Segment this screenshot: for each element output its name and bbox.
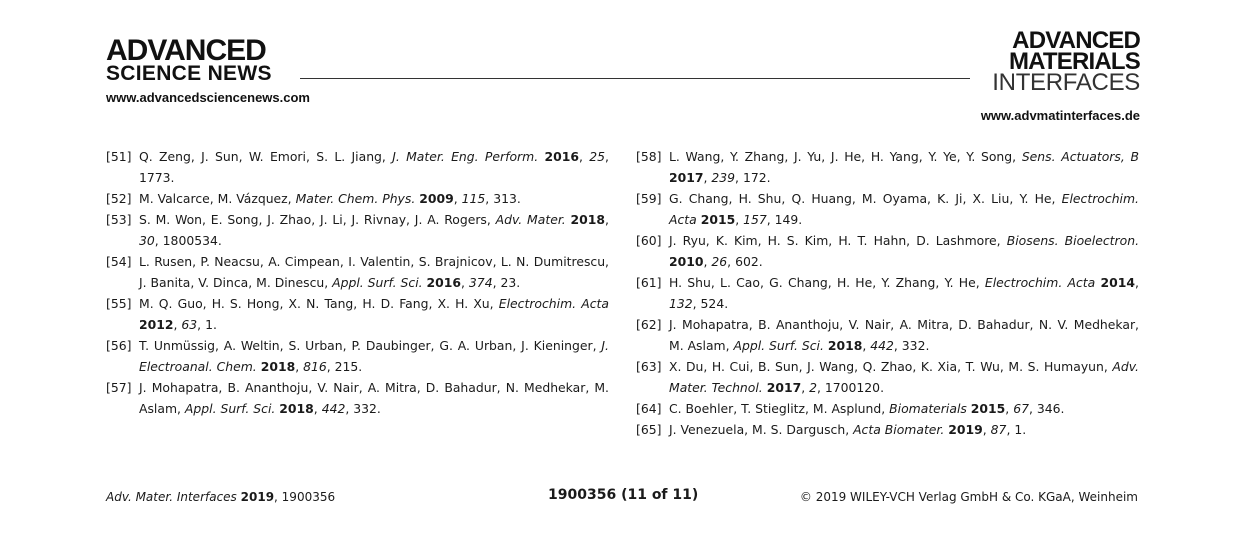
reference-volume: 442 <box>321 401 346 416</box>
reference-authors: J. Ryu, K. Kim, H. S. Kim, H. T. Hahn, D. Lashmore, <box>669 233 1007 248</box>
reference-number: [53] <box>106 212 132 227</box>
reference-authors: M. Valcarce, M. Vázquez, <box>139 191 296 206</box>
reference-authors: M. Q. Guo, H. S. Hong, X. N. Tang, H. D. Fang, X. H. Xu, <box>139 296 499 311</box>
reference-pages: 1773 <box>139 170 171 185</box>
reference-entry: [64] C. Boehler, T. Stieglitz, M. Asplund, Biomaterials 2015, 67, 346. <box>636 398 1139 419</box>
journal-logo-line3: INTERFACES <box>992 69 1140 96</box>
reference-year: 2014 <box>1100 275 1136 290</box>
reference-authors: X. Du, H. Cui, B. Sun, J. Wang, Q. Zhao, K. Xia, T. Wu, M. S. Humayun, <box>669 359 1113 374</box>
reference-journal: Acta Biomater. <box>853 422 945 437</box>
reference-entry: [57] J. Mohapatra, B. Ananthoju, V. Nair, A. Mitra, D. Bahadur, N. Medhekar, M. Aslam, Appl. Surf. Sci. 2018, 442, 332. <box>106 377 609 419</box>
reference-journal: Adv. Mater. <box>495 212 566 227</box>
reference-year: 2017 <box>766 380 802 395</box>
reference-number: [65] <box>636 422 662 437</box>
reference-year: 2015 <box>970 401 1006 416</box>
reference-year: 2018 <box>827 338 863 353</box>
reference-year: 2010 <box>669 254 704 269</box>
reference-volume: 25 <box>589 149 606 164</box>
reference-number: [60] <box>636 233 662 248</box>
reference-journal: Electrochim. Acta <box>984 275 1096 290</box>
reference-authors: S. M. Won, E. Song, J. Zhao, J. Li, J. Rivnay, J. A. Rogers, <box>139 212 496 227</box>
reference-entry: [55] M. Q. Guo, H. S. Hong, X. N. Tang, H. D. Fang, X. H. Xu, Electrochim. Acta 2012, 63, 1. <box>106 293 609 335</box>
reference-volume: 132 <box>669 296 693 311</box>
reference-pages: 23 <box>500 275 517 290</box>
reference-year: 2018 <box>570 212 606 227</box>
reference-authors: J. Venezuela, M. S. Dargusch, <box>669 422 854 437</box>
reference-authors: T. Unmüssig, A. Weltin, S. Urban, P. Daubinger, G. A. Urban, J. Kieninger, <box>139 338 602 353</box>
reference-pages: 332 <box>353 401 377 416</box>
reference-entry: [62] J. Mohapatra, B. Ananthoju, V. Nair, A. Mitra, D. Bahadur, N. V. Medhekar, M. Aslam, Appl. Surf. Sci. 2018, 442, 332. <box>636 314 1139 356</box>
reference-pages: 332 <box>901 338 926 353</box>
reference-volume: 239 <box>711 170 736 185</box>
reference-number: [56] <box>106 338 132 353</box>
reference-pages: 313 <box>493 191 517 206</box>
reference-year: 2012 <box>139 317 174 332</box>
reference-volume: 816 <box>303 359 327 374</box>
reference-authors: G. Chang, H. Shu, Q. Huang, M. Oyama, K. Ji, X. Liu, Y. He, <box>669 191 1062 206</box>
reference-pages: 149 <box>774 212 799 227</box>
reference-volume: 26 <box>711 254 728 269</box>
page-number: 1900356 (11 of 11) <box>548 487 699 503</box>
journal-logo-line2: MATERIALS <box>1008 48 1140 75</box>
reference-entry: [63] X. Du, H. Cui, B. Sun, J. Wang, Q. Zhao, K. Xia, T. Wu, M. S. Humayun, Adv. Mater. Technol. 2017, 2, 1700120. <box>636 356 1139 398</box>
reference-journal: Biosens. Bioelectron. <box>1006 233 1140 248</box>
reference-number: [51] <box>106 149 132 164</box>
reference-volume: 442 <box>870 338 894 353</box>
reference-pages: 346 <box>1036 401 1061 416</box>
reference-year: 2009 <box>419 191 454 206</box>
reference-entry: [51] Q. Zeng, J. Sun, W. Emori, S. L. Jiang, J. Mater. Eng. Perform. 2016, 25, 1773. <box>106 146 609 188</box>
footer-year: 2019 <box>240 490 275 504</box>
publisher-logo-line2: SCIENCE NEWS <box>106 62 272 85</box>
journal-logo <box>992 27 1140 96</box>
reference-volume: 30 <box>139 233 155 248</box>
reference-journal: Electrochim. Acta <box>498 296 609 311</box>
reference-pages: 524 <box>700 296 725 311</box>
journal-logo-line1: ADVANCED <box>1012 27 1140 54</box>
reference-number: [62] <box>636 317 662 332</box>
reference-pages: 1700120 <box>824 380 881 395</box>
reference-year: 2019 <box>948 422 983 437</box>
reference-journal: Appl. Surf. Sci. <box>184 401 276 416</box>
reference-number: [64] <box>636 401 662 416</box>
reference-entry: [65] J. Venezuela, M. S. Dargusch, Acta Biomater. 2019, 87, 1. <box>636 419 1139 440</box>
reference-entry: [60] J. Ryu, K. Kim, H. S. Kim, H. T. Hahn, D. Lashmore, Biosens. Bioelectron. 2010, 26, 602. <box>636 230 1139 272</box>
reference-number: [57] <box>106 380 132 395</box>
reference-entry: [61] H. Shu, L. Cao, G. Chang, H. He, Y. Zhang, Y. He, Electrochim. Acta 2014, 132, 524. <box>636 272 1139 314</box>
footer-journal: Adv. Mater. Interfaces <box>106 490 237 504</box>
header-divider <box>300 78 970 79</box>
reference-pages: 1800534 <box>162 233 218 248</box>
reference-journal: Biomaterials <box>889 401 967 416</box>
reference-number: [59] <box>636 191 662 206</box>
reference-year: 2018 <box>279 401 314 416</box>
reference-entry: [58] L. Wang, Y. Zhang, J. Yu, J. He, H. Yang, Y. Ye, Y. Song, Sens. Actuators, B 2017, 239, 172. <box>636 146 1139 188</box>
reference-entry: [53] S. M. Won, E. Song, J. Zhao, J. Li, J. Rivnay, J. A. Rogers, Adv. Mater. 2018, 30, 1800534. <box>106 209 609 251</box>
reference-pages: 1 <box>205 317 213 332</box>
publisher-url[interactable]: www.advancedsciencenews.com <box>106 90 310 105</box>
journal-url[interactable]: www.advmatinterfaces.de <box>980 108 1140 123</box>
reference-journal: Mater. Chem. Phys. <box>295 191 416 206</box>
reference-authors: L. Rusen, P. Neacsu, A. Cimpean, I. Valentin, S. Brajnicov, L. N. Dumitrescu, J. Banita, V. Dinca, M. Dinescu, <box>139 254 609 290</box>
reference-authors: C. Boehler, T. Stieglitz, M. Asplund, <box>669 401 890 416</box>
reference-volume: 63 <box>181 317 198 332</box>
reference-pages: 602 <box>735 254 759 269</box>
footer-article-id: , 1900356 <box>274 490 336 504</box>
reference-journal: Sens. Actuators, B <box>1021 149 1139 164</box>
reference-volume: 67 <box>1013 401 1029 416</box>
reference-entry: [54] L. Rusen, P. Neacsu, A. Cimpean, I. Valentin, S. Brajnicov, L. N. Dumitrescu, J. Banita, V. Dinca, M. Dinescu, Appl. Surf. Sci. 2016, 374, 23. <box>106 251 609 293</box>
reference-number: [63] <box>636 359 662 374</box>
reference-authors: H. Shu, L. Cao, G. Chang, H. He, Y. Zhang, Y. He, <box>669 275 985 290</box>
reference-number: [52] <box>106 191 132 206</box>
reference-volume: 2 <box>809 380 817 395</box>
reference-volume: 374 <box>468 275 493 290</box>
reference-year: 2015 <box>700 212 736 227</box>
reference-journal: J. Electroanal. Chem. <box>139 338 609 374</box>
reference-authors: J. Mohapatra, B. Ananthoju, V. Nair, A. Mitra, D. Bahadur, N. V. Medhekar, M. Aslam, <box>669 317 1139 353</box>
reference-year: 2017 <box>669 170 704 185</box>
reference-year: 2016 <box>544 149 579 164</box>
reference-entry: [59] G. Chang, H. Shu, Q. Huang, M. Oyama, K. Ji, X. Liu, Y. He, Electrochim. Acta 2015, 157, 149. <box>636 188 1139 230</box>
reference-journal: Appl. Surf. Sci. <box>733 338 824 353</box>
reference-journal: Appl. Surf. Sci. <box>332 275 423 290</box>
publisher-logo-line1: ADVANCED <box>106 34 266 67</box>
reference-number: [61] <box>636 275 662 290</box>
reference-pages: 215 <box>334 359 359 374</box>
reference-year: 2016 <box>426 275 462 290</box>
reference-journal: J. Mater. Eng. Perform. <box>392 149 539 164</box>
copyright: © 2019 WILEY-VCH Verlag GmbH & Co. KGaA, Weinheim <box>799 490 1138 504</box>
reference-volume: 87 <box>990 422 1007 437</box>
reference-journal: Electrochim. Acta <box>669 191 1139 227</box>
reference-journal: Adv. Mater. Technol. <box>669 359 1139 395</box>
reference-authors: J. Mohapatra, B. Ananthoju, V. Nair, A. Mitra, D. Bahadur, N. Medhekar, M. Aslam, <box>139 380 609 416</box>
reference-number: [55] <box>106 296 132 311</box>
reference-volume: 115 <box>461 191 486 206</box>
reference-year: 2018 <box>260 359 296 374</box>
reference-entry: [52] M. Valcarce, M. Vázquez, Mater. Chem. Phys. 2009, 115, 313. <box>106 188 609 209</box>
reference-pages: 172 <box>742 170 767 185</box>
reference-authors: L. Wang, Y. Zhang, J. Yu, J. He, H. Yang, Y. Ye, Y. Song, <box>669 149 1022 164</box>
reference-number: [58] <box>636 149 662 164</box>
reference-entry: [56] T. Unmüssig, A. Weltin, S. Urban, P. Daubinger, G. A. Urban, J. Kieninger, J. Electroanal. Chem. 2018, 816, 215. <box>106 335 609 377</box>
reference-volume: 157 <box>743 212 767 227</box>
footer-citation <box>106 490 335 504</box>
reference-pages: 1 <box>1014 422 1023 437</box>
references-column-right <box>636 146 1139 440</box>
publisher-logo <box>106 34 272 85</box>
reference-number: [54] <box>106 254 132 269</box>
references-column-left <box>106 146 609 419</box>
reference-authors: Q. Zeng, J. Sun, W. Emori, S. L. Jiang, <box>139 149 393 164</box>
